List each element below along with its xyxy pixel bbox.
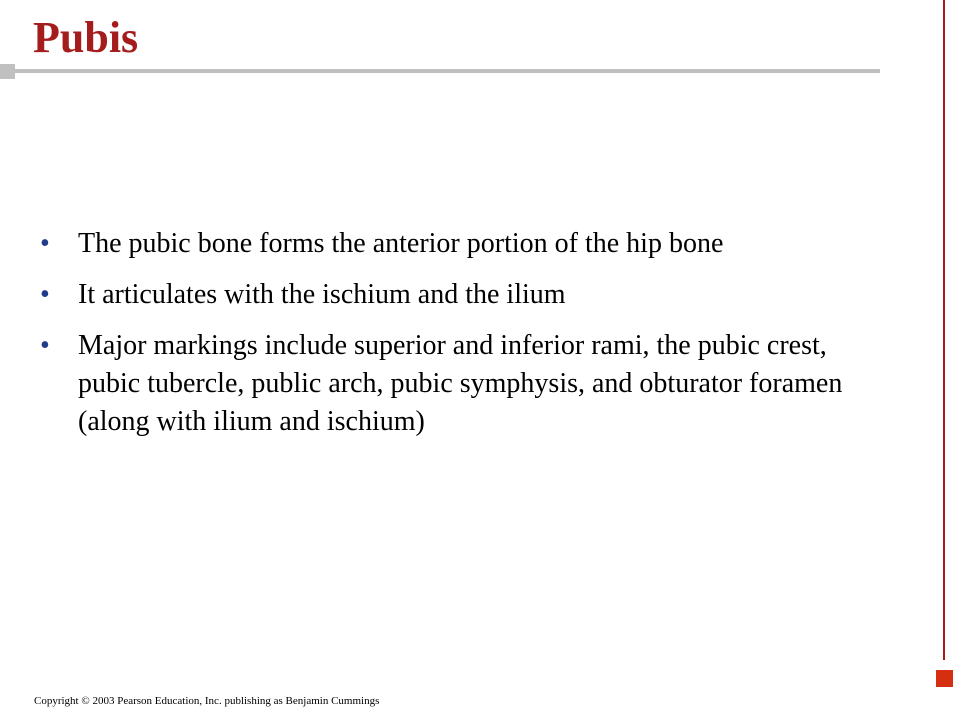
bullet-item bbox=[40, 276, 890, 314]
slide-title: Pubis bbox=[33, 13, 139, 62]
bullet-text: It articulates with the ischium and the ilium bbox=[78, 279, 566, 310]
bullet-list bbox=[40, 225, 890, 454]
bullet-marker: • bbox=[40, 279, 50, 310]
bullet-item bbox=[40, 327, 890, 441]
bullet-marker: • bbox=[40, 330, 50, 361]
bullet-text: The pubic bone forms the anterior portion of the hip bone bbox=[78, 228, 724, 259]
title-divider bbox=[12, 69, 880, 73]
copyright-notice: Copyright © 2003 Pearson Education, Inc. publishing as Benjamin Cummings bbox=[34, 695, 380, 707]
bullet-item bbox=[40, 225, 890, 263]
right-accent-square bbox=[936, 670, 953, 687]
bullet-text: Major markings include superior and inferior rami, the pubic crest, pubic tubercle, public arch, pubic symphysis, and obturator foramen (along with ilium and ischium) bbox=[78, 330, 843, 437]
bullet-marker: • bbox=[40, 228, 50, 259]
right-accent-line bbox=[943, 0, 945, 660]
